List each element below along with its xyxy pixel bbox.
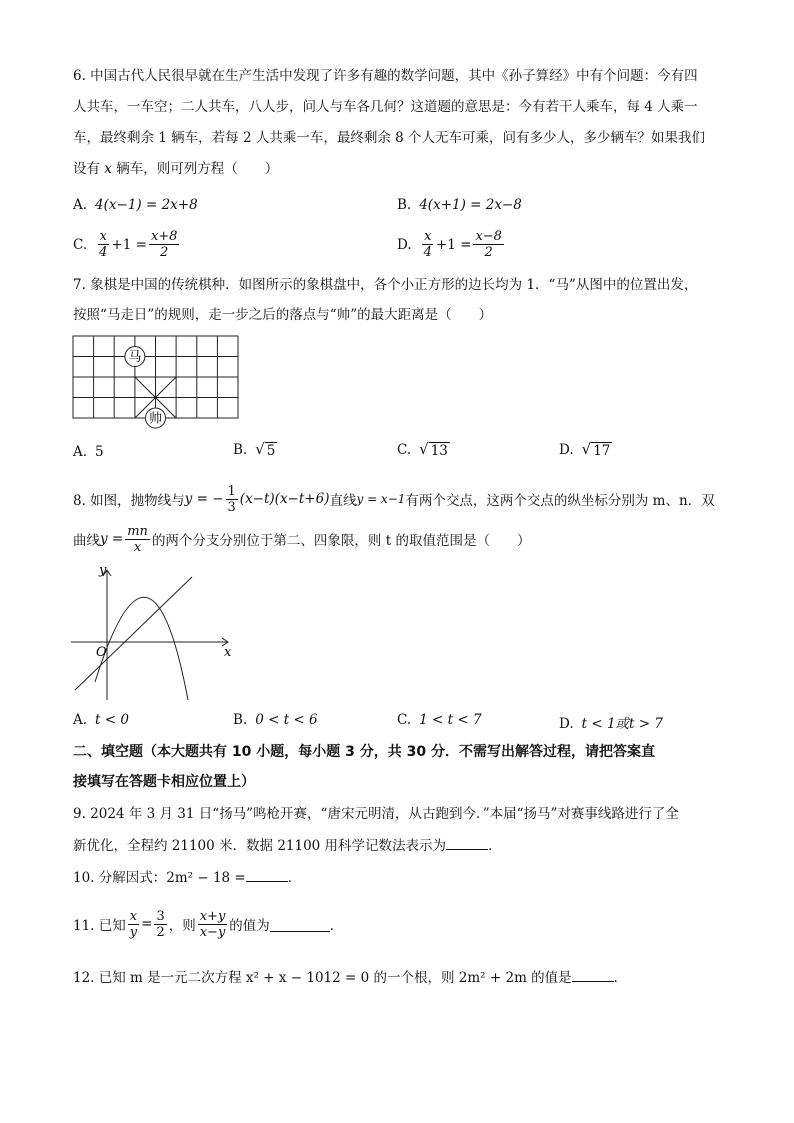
q7-option-b-sqrt bbox=[255, 441, 277, 459]
q6-option-d-label: D. bbox=[397, 236, 412, 253]
marshal-piece-label: 帅 bbox=[148, 411, 163, 427]
q7-option-a-text: 5 bbox=[95, 444, 104, 460]
q11-answer-blank[interactable] bbox=[270, 917, 330, 932]
q11-frac2 bbox=[154, 909, 166, 940]
frac-denominator: 3 bbox=[227, 499, 236, 515]
q6-option-d-frac1 bbox=[422, 229, 434, 260]
frac-numerator: x bbox=[99, 229, 107, 244]
q6-option-b bbox=[397, 197, 522, 213]
q11-end: ． bbox=[329, 918, 344, 934]
frac-numerator: x bbox=[129, 908, 138, 924]
q7-option-c-text: 13 bbox=[430, 443, 448, 459]
horse-piece bbox=[125, 347, 145, 367]
frac-denominator: 2 bbox=[484, 245, 493, 260]
q6-option-c-mid: +1 = bbox=[111, 236, 147, 253]
q8-line2-a: 曲线 bbox=[73, 533, 100, 549]
q8-option-d-label: D. bbox=[559, 716, 574, 732]
q8-hyperbola-frac bbox=[125, 524, 150, 555]
q6-option-c-label: C. bbox=[73, 236, 88, 253]
q7-option-b-label: B. bbox=[233, 442, 248, 458]
q7-option-c-label: C. bbox=[397, 442, 412, 458]
q8-option-c bbox=[397, 712, 482, 728]
parabola-curve bbox=[95, 597, 188, 700]
q8-option-d bbox=[559, 712, 663, 732]
q8-line2 bbox=[73, 522, 530, 556]
q7-option-a-label: A. bbox=[73, 444, 88, 460]
q11-frac3 bbox=[198, 909, 228, 940]
x-axis-label: x bbox=[224, 645, 232, 660]
q6-option-d-frac2 bbox=[473, 229, 504, 260]
frac-denominator: x bbox=[133, 539, 142, 555]
q7-line1: 7. 象棋是中国的传统棋种．如图所示的象棋盘中，各个小正方形的边长均为 1．“马”从图中的位置出发， bbox=[73, 277, 698, 293]
q7-option-d-text: 17 bbox=[593, 443, 611, 459]
q10-answer-blank[interactable] bbox=[246, 867, 288, 882]
q6-option-a-label: A. bbox=[73, 197, 88, 213]
q9-end: ． bbox=[488, 838, 502, 854]
q8-parabola-frac bbox=[226, 484, 238, 515]
q8-option-b bbox=[233, 712, 318, 728]
q6-line2: 人共车，一车空；二人共车，八人步，问人与车各几何？这道题的意思是：今有若干人乘车，每 4 人乘一 bbox=[73, 99, 698, 115]
q7-option-b-text: 5 bbox=[266, 443, 276, 459]
frac-numerator: x+y bbox=[199, 908, 226, 924]
q8-option-a-label: A. bbox=[73, 712, 88, 728]
q8-option-c-text: 1 < t < 7 bbox=[419, 712, 482, 728]
q6-line4-post: 辆车，则可列方程（ ） bbox=[111, 161, 279, 177]
q11-post: 的值为 bbox=[229, 918, 270, 934]
q8-option-d-text: t < 1或t > 7 bbox=[581, 716, 663, 732]
q8-line1-c: 有两个交点，这两个交点的纵坐标分别为 m、n．双 bbox=[405, 493, 715, 509]
q8-hyperbola-eq: y = bbox=[100, 531, 124, 547]
q12-line bbox=[73, 967, 627, 988]
q8-line-eq: y = x−1 bbox=[356, 492, 406, 506]
q9-answer-blank[interactable] bbox=[446, 835, 488, 850]
q8-option-a-text: t < 0 bbox=[95, 712, 129, 728]
q11-frac1 bbox=[128, 909, 139, 940]
q8-line1 bbox=[73, 484, 715, 514]
q10-end: ． bbox=[287, 870, 302, 886]
q10-line bbox=[73, 867, 301, 888]
q8-parabola-eq-end: (x−t)(x−t+6) bbox=[239, 491, 330, 507]
frac-denominator: y bbox=[129, 924, 138, 940]
marshal-piece bbox=[146, 408, 166, 428]
q11-pre: 11. 已知 bbox=[73, 918, 126, 934]
q8-line2-b: 的两个分支分别位于第二、四象限，则 t 的取值范围是（ ） bbox=[151, 533, 531, 549]
radical-sign: √ bbox=[581, 440, 592, 458]
frac-numerator: 3 bbox=[156, 908, 165, 924]
q8-option-b-label: B. bbox=[233, 712, 248, 728]
frac-denominator: 2 bbox=[160, 245, 169, 260]
q6-option-c-frac1 bbox=[97, 229, 109, 260]
q6-option-d bbox=[397, 229, 506, 260]
frac-denominator: 2 bbox=[156, 924, 165, 940]
radical-sign: √ bbox=[419, 440, 429, 458]
q7-option-d-sqrt bbox=[582, 441, 613, 459]
frac-numerator: x−8 bbox=[475, 229, 502, 244]
q8-parabola-eq-start: y = − bbox=[184, 491, 224, 507]
q8-option-a bbox=[73, 712, 129, 728]
q6-line3: 车，最终剩余 1 辆车，若每 2 人共乘一车，最终剩余 8 个人无车可乘，问有多少人，多少辆车？如果我们 bbox=[73, 130, 706, 146]
q12-end: ． bbox=[613, 970, 628, 986]
q8-line1-a: 8. 如图，抛物线与 bbox=[73, 493, 185, 509]
q7-option-a bbox=[73, 444, 104, 460]
q6-line4-pre: 设有 bbox=[73, 161, 105, 177]
radical-sign: √ bbox=[255, 440, 265, 458]
q9-line2 bbox=[73, 835, 502, 856]
frac-denominator: x−y bbox=[199, 924, 226, 940]
frac-numerator: x bbox=[424, 229, 432, 244]
q7-option-c bbox=[397, 441, 450, 459]
q8-line1-b: 直线 bbox=[329, 493, 357, 509]
q9-line1: 9. 2024 年 3 月 31 日“扬马”鸣枪开赛，“唐宋元明清，从古跑到今．”本届“扬马”对赛事线路进行了全 bbox=[73, 806, 679, 822]
q6-var-x: x bbox=[104, 161, 112, 177]
q10-text: 10. 分解因式：2m² − 18 = bbox=[73, 870, 246, 886]
q7-option-d bbox=[559, 441, 612, 459]
q7-option-d-label: D. bbox=[559, 442, 574, 458]
frac-numerator: mn bbox=[127, 523, 148, 539]
chess-board-figure bbox=[70, 334, 244, 430]
q8-option-c-label: C. bbox=[397, 712, 412, 728]
q6-option-b-label: B. bbox=[397, 197, 412, 213]
q12-answer-blank[interactable] bbox=[572, 967, 614, 982]
q6-option-b-text: 4(x+1) = 2x−8 bbox=[419, 197, 522, 213]
frac-numerator: 1 bbox=[227, 483, 236, 499]
q8-option-b-text: 0 < t < 6 bbox=[255, 712, 318, 728]
q6-option-c bbox=[73, 229, 181, 260]
q6-line1: 6. 中国古代人民很早就在生产生活中发现了许多有趣的数学问题，其中《孙子算经》中有个问题：今有四 bbox=[73, 68, 698, 84]
section2-heading-line1: 二、填空题（本大题共有 10 小题，每小题 3 分，共 30 分．不需写出解答过程，请把答案直 bbox=[73, 744, 655, 760]
q6-line4 bbox=[73, 159, 278, 179]
q8-graph-figure bbox=[68, 562, 238, 702]
q6-option-a-text: 4(x−1) = 2x+8 bbox=[95, 197, 198, 213]
q6-option-d-mid: +1 = bbox=[435, 236, 472, 253]
origin-label: O bbox=[96, 645, 107, 660]
q9-line2-text: 新优化，全程约 21100 米．数据 21100 用科学记数法表示为 bbox=[73, 838, 447, 854]
q11-line bbox=[73, 903, 343, 945]
q12-text: 12. 已知 m 是一元二次方程 x² + x − 1012 = 0 的一个根，则 2m² + 2m 的值是 bbox=[73, 970, 572, 986]
line-graph bbox=[75, 577, 192, 690]
q7-line2: 按照“马走日”的规则，走一步之后的落点与“帅”的最大距离是（ ） bbox=[73, 307, 493, 323]
q11-eq: = bbox=[141, 916, 153, 932]
q11-mid: ，则 bbox=[168, 918, 196, 934]
q6-option-a bbox=[73, 197, 198, 213]
frac-denominator: 4 bbox=[423, 245, 432, 260]
q7-option-b bbox=[233, 441, 277, 459]
frac-denominator: 4 bbox=[99, 245, 108, 260]
q7-option-c-sqrt bbox=[419, 441, 450, 459]
section2-heading-line2: 接填写在答题卡相应位置上） bbox=[73, 774, 255, 790]
horse-piece-label: 马 bbox=[128, 350, 142, 365]
frac-numerator: x+8 bbox=[150, 229, 178, 244]
y-axis-label: y bbox=[99, 563, 107, 578]
q6-option-c-frac2 bbox=[149, 229, 180, 260]
